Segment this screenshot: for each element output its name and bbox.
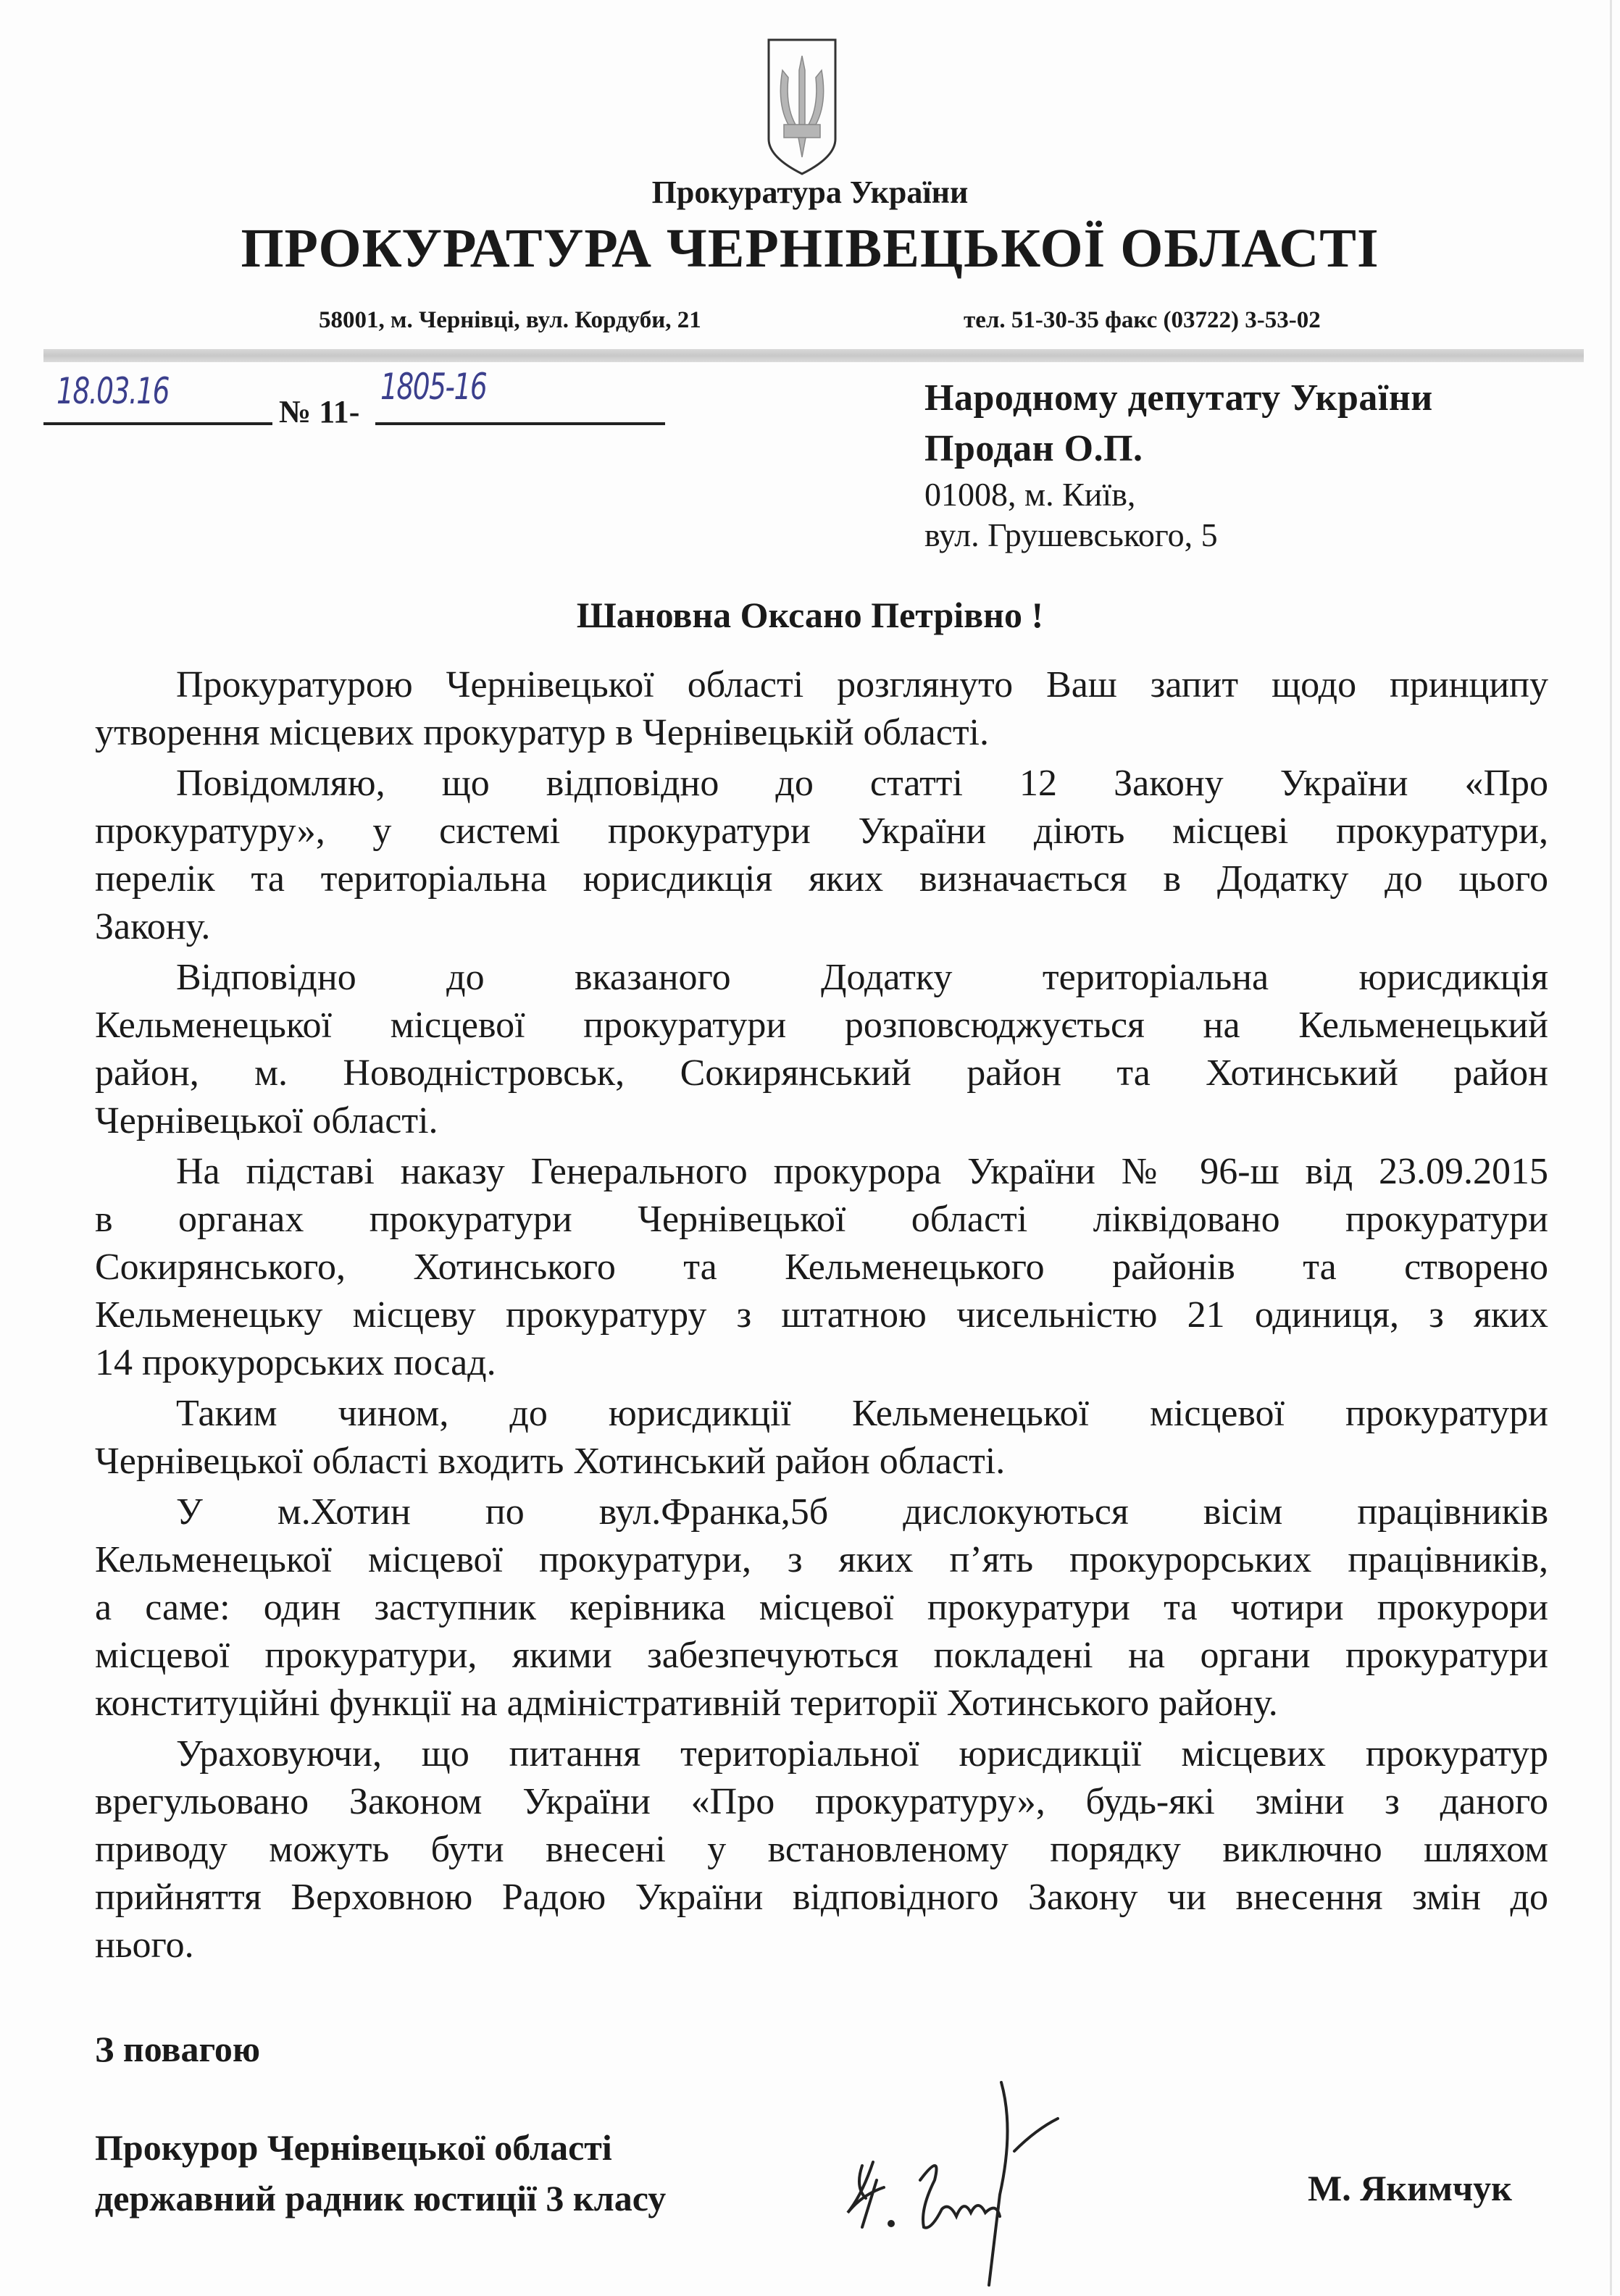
signatory-name: М. Якимчук [1308, 2168, 1512, 2208]
paragraph-line: Відповідно до вказаного Додатку територіальна юрисдикція [176, 957, 1548, 998]
outgoing-reference [43, 366, 667, 431]
paragraph [95, 1390, 1548, 1486]
recipient-title: Народному депутату України [924, 377, 1433, 419]
recipient-city: 01008, м. Київ, [924, 476, 1136, 513]
paragraph-line: місцевої прокуратури, якими забезпечуються покладені на органи прокуратури [95, 1635, 1548, 1676]
paragraph-line: Закону. [95, 906, 211, 947]
paragraph-line: перелік та територіальна юрисдикція яких визначається в Додатку до цього [95, 858, 1548, 900]
recipient-name: Продан О.П. [924, 428, 1143, 469]
paragraph-line: Таким чином, до юрисдикції Кельменецької місцевої прокуратури [176, 1393, 1548, 1434]
paragraph-line: а саме: один заступник керівника місцевої прокуратури та чотири прокурори [95, 1587, 1548, 1628]
paragraph-line: приводу можуть бути внесені у встановленому порядку виключно шляхом [95, 1829, 1548, 1870]
signatory-position [95, 2122, 666, 2224]
header-divider [43, 349, 1584, 362]
letter-body [95, 661, 1548, 1972]
paragraph-line: 14 прокурорських посад. [95, 1342, 496, 1383]
paragraph-line: Кельменецької місцевої прокуратури, з яких п’ять прокурорських працівників, [95, 1539, 1548, 1580]
paragraph [95, 954, 1548, 1145]
number-prefix: № 11- [279, 394, 360, 430]
closing-regards: З повагою [95, 2029, 261, 2069]
paragraph-line: Прокуратурою Чернівецької області розглянуто Ваш запит щодо принципу [176, 664, 1548, 705]
paragraph-line: утворення місцевих прокуратур в Чернівецькій області. [95, 712, 989, 753]
paragraph-line: Чернівецької області. [95, 1100, 438, 1141]
scan-edge [1610, 0, 1612, 2295]
paragraph-line: врегульовано Законом України «Про прокуратуру», будь-які зміни з даного [95, 1781, 1548, 1822]
paragraph-line: На підставі наказу Генерального прокурора України № 96-ш від 23.09.2015 [176, 1151, 1548, 1192]
number-underline [375, 422, 665, 425]
signature-image [833, 2071, 1210, 2296]
recipient-street: вул. Грушевського, 5 [924, 516, 1218, 553]
recipient-block [924, 373, 1433, 556]
paragraph-line: У м.Хотин по вул.Франка,5б дислокуються вісім працівників [176, 1491, 1548, 1533]
salutation: Шановна Оксано Петрівно ! [576, 595, 1044, 635]
paragraph [95, 661, 1548, 757]
position-line-2: державний радник юстиції 3 класу [95, 2178, 667, 2219]
paragraph-line: Ураховуючи, що питання територіальної юрисдикції місцевих прокуратур [176, 1733, 1548, 1775]
paragraph-line: Сокирянського, Хотинського та Кельменецького районів та створено [95, 1247, 1548, 1288]
coat-of-arms-icon [767, 38, 838, 175]
position-line-1: Прокурор Чернівецької області [95, 2127, 612, 2168]
paragraph-line: Чернівецької області входить Хотинський район області. [95, 1441, 1006, 1482]
paragraph-line: Кельменецької місцевої прокуратури розповсюджується на Кельменецький [95, 1005, 1548, 1046]
paragraph-line: конституційні функції на адміністративній території Хотинського району. [95, 1683, 1278, 1724]
organization-contacts: тел. 51-30-35 факс (03722) 3-53-02 [964, 307, 1321, 333]
organization-title: ПРОКУРАТУРА ЧЕРНІВЕЦЬКОЇ ОБЛАСТІ [241, 218, 1379, 279]
organization-address: 58001, м. Чернівці, вул. Кордуби, 21 [319, 307, 701, 333]
date-underline [43, 422, 272, 425]
paragraph-line: прийняття Верховною Радою України відповідного Закону чи внесення змін до [95, 1877, 1548, 1918]
paragraph-line: нього. [95, 1924, 194, 1966]
handwritten-number: 1805-16 [380, 366, 487, 408]
handwritten-date: 18.03.16 [57, 370, 169, 412]
paragraph-line: Повідомляю, що відповідно до статті 12 Закону України «Про [176, 763, 1548, 804]
paragraph-line: район, м. Новодністровськ, Сокирянський район та Хотинський район [95, 1052, 1548, 1094]
paragraph-line: в органах прокуратури Чернівецької області ліквідовано прокуратури [95, 1199, 1548, 1240]
office-name: Прокуратура України [651, 175, 969, 210]
paragraph-line: Кельменецьку місцеву прокуратуру з штатною чисельністю 21 одиниця, з яких [95, 1294, 1548, 1336]
paragraph [95, 1730, 1548, 1969]
paragraph [95, 1148, 1548, 1387]
paragraph [95, 760, 1548, 951]
paragraph-line: прокуратуру», у системі прокуратури України діють місцеві прокуратури, [95, 810, 1548, 852]
paragraph [95, 1488, 1548, 1727]
